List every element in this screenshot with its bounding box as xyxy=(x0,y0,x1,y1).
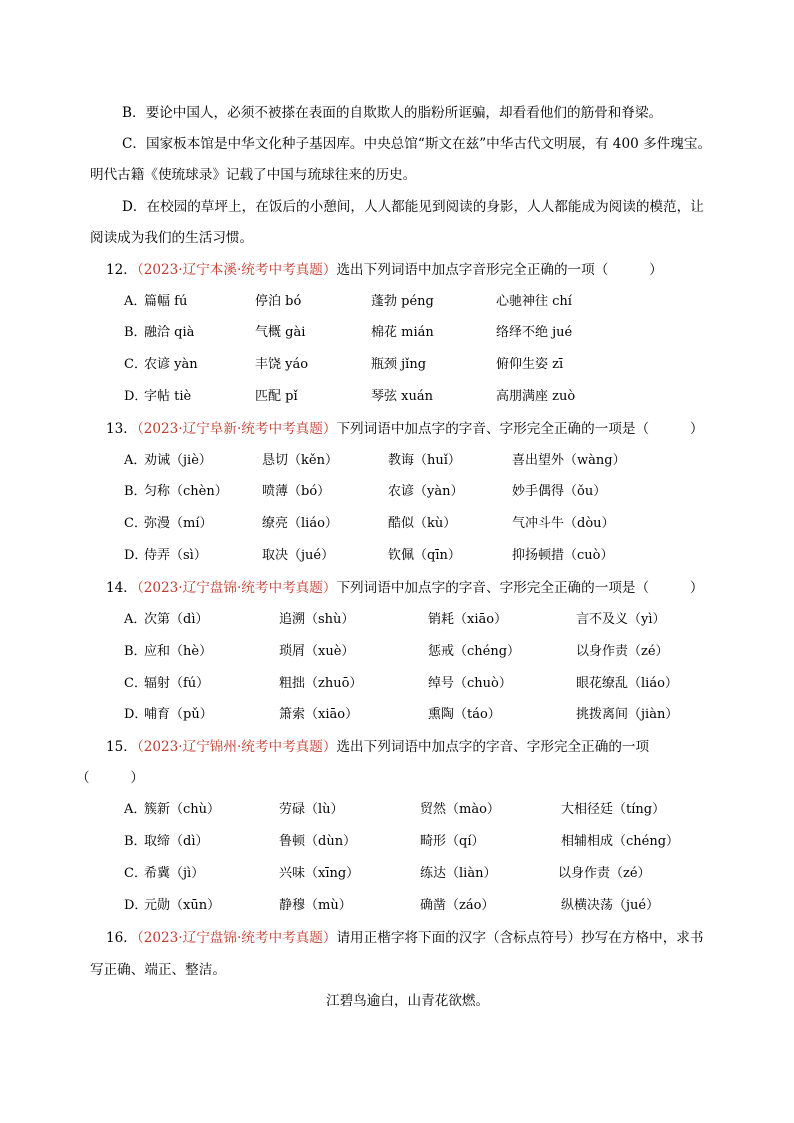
option-b-text: B．要论中国人，必须不被搽在表面的自欺欺人的脂粉所诓骗，却看看他们的筋骨和脊梁。 xyxy=(122,105,663,121)
option-item: 惩戒（chéng） xyxy=(428,644,521,659)
option-item: 酷似（kù） xyxy=(388,516,457,531)
option-label: A． xyxy=(124,612,147,627)
question-text: 下列词语中加点字的字音、字形完全正确的一项是（ ） xyxy=(336,580,704,596)
option-label: B． xyxy=(124,325,147,340)
option-item: 瓶颈 jǐng xyxy=(371,357,427,372)
question-15 xyxy=(106,737,649,757)
option-item: 取决（jué） xyxy=(262,548,335,563)
option-item: 熏陶（táo） xyxy=(428,707,501,722)
option-item: 棉花 mián xyxy=(371,325,434,340)
option-label: D． xyxy=(124,898,148,913)
option-item: 劝诫（jiè） xyxy=(144,453,212,468)
option-item: 追溯（shù） xyxy=(279,612,355,627)
option-item: 喜出望外（wàng） xyxy=(512,453,626,468)
option-item: 融洽 qià xyxy=(144,325,195,340)
option-item: 气冲斗牛（dòu） xyxy=(512,516,615,531)
option-item: 绰号（chuò） xyxy=(428,676,512,691)
option-item: 俯仰生姿 zī xyxy=(496,357,564,372)
question-14 xyxy=(106,578,704,598)
option-item: 哺育（pǔ） xyxy=(144,707,213,722)
option-item: 农谚 yàn xyxy=(144,357,198,372)
option-item: 缭亮（liáo） xyxy=(262,516,338,531)
option-item: 以身作责（zé） xyxy=(576,644,669,659)
option-item: 字帖 tiè xyxy=(144,389,192,404)
question-number: 13． xyxy=(106,421,137,437)
option-c-text: C．国家板本馆是中华文化种子基因库。中央总馆“斯文在兹”中华古代文明展，有 400 多件瑰宝。 xyxy=(122,136,712,152)
question-13 xyxy=(106,419,704,439)
option-label: D． xyxy=(124,707,148,722)
option-item: 辐射（fú） xyxy=(144,676,210,691)
option-item: 农谚（yàn） xyxy=(388,484,464,499)
option-item: 抑扬顿措（cuò） xyxy=(512,548,614,563)
option-label: D． xyxy=(124,389,148,404)
option-item: 以身作责（zé） xyxy=(558,866,651,881)
option-d-text-cont: 阅读成为我们的生活习惯。 xyxy=(90,230,254,246)
option-item: 贸然（mào） xyxy=(420,802,500,817)
option-label: B． xyxy=(124,644,147,659)
option-label: A． xyxy=(124,453,147,468)
option-item: 元勋（xūn） xyxy=(144,898,221,913)
option-item: 练达（liàn） xyxy=(420,866,497,881)
option-item: 应和（hè） xyxy=(144,644,213,659)
option-item: 畸形（qí） xyxy=(420,834,485,849)
option-item: 确凿（záo） xyxy=(420,898,495,913)
option-item: 弥漫（mí） xyxy=(144,516,213,531)
option-item: 琴弦 xuán xyxy=(371,389,433,404)
option-item: 气概 gài xyxy=(255,325,306,340)
option-label: A． xyxy=(124,802,147,817)
option-label: C． xyxy=(124,357,147,372)
option-label: C． xyxy=(124,516,147,531)
option-item: 匀称（chèn） xyxy=(144,484,228,499)
option-item: 大相径廷（tíng） xyxy=(561,802,666,817)
option-item: 销耗（xiāo） xyxy=(428,612,508,627)
answer-parentheses: （ ） xyxy=(76,770,144,786)
option-item: 兴味（xīng） xyxy=(279,866,360,881)
option-item: 丰饶 yáo xyxy=(255,357,309,372)
option-item: 匹配 pǐ xyxy=(255,389,298,404)
question-source: （2023·辽宁锦州·统考中考真题） xyxy=(136,739,337,755)
question-text: 选出下列词语中加点字的字音、字形完全正确的一项 xyxy=(336,739,650,755)
option-item: 簇新（chù） xyxy=(144,802,221,817)
option-item: 篇幅 fú xyxy=(144,294,188,309)
option-item: 言不及义（yì） xyxy=(576,612,666,627)
option-item: 妙手偶得（ǒu） xyxy=(512,484,607,499)
option-item: 次第（dì） xyxy=(144,612,209,627)
option-label: A． xyxy=(124,294,147,309)
option-item: 教诲（huǐ） xyxy=(388,453,461,468)
option-item: 鲁顿（dùn） xyxy=(279,834,357,849)
question-16 xyxy=(106,928,704,948)
option-item: 蓬勃 péng xyxy=(371,294,434,309)
poem-line: 江碧鸟逾白，山青花欲燃。 xyxy=(326,993,490,1009)
question-number: 14． xyxy=(106,580,137,596)
question-text: 请用正楷字将下面的汉字（含标点符号）抄写在方格中，求书 xyxy=(336,930,704,946)
option-item: 静穆（mù） xyxy=(279,898,352,913)
option-item: 眼花缭乱（liáo） xyxy=(576,676,678,691)
question-source: （2023·辽宁盘锦·统考中考真题） xyxy=(136,930,337,946)
question-number: 16． xyxy=(106,930,137,946)
option-label: C． xyxy=(124,866,147,881)
question-12 xyxy=(106,260,663,280)
question-source: （2023·辽宁阜新·统考中考真题） xyxy=(136,421,337,437)
option-item: 箫索（xiāo） xyxy=(279,707,359,722)
option-c-text-cont: 明代古籍《使琉球录》记载了中国与琉球往来的历史。 xyxy=(90,167,417,183)
question-16-text-cont: 写正确、端正、整洁。 xyxy=(90,962,226,978)
option-item: 恳切（kěn） xyxy=(262,453,338,468)
option-item: 高朋满座 zuò xyxy=(496,389,576,404)
option-item: 络绎不绝 jué xyxy=(496,325,573,340)
option-item: 心驰神往 chí xyxy=(496,294,572,309)
option-item: 停泊 bó xyxy=(255,294,302,309)
option-item: 粗拙（zhuō） xyxy=(279,676,363,691)
option-item: 相辅相成（chéng） xyxy=(561,834,680,849)
option-item: 侍弄（sì） xyxy=(144,548,207,563)
option-item: 希冀（jì） xyxy=(144,866,205,881)
question-source: （2023·辽宁本溪·统考中考真题） xyxy=(136,262,337,278)
option-label: C． xyxy=(124,676,147,691)
option-d-text: D．在校园的草坪上，在饭后的小憩间，人人都能见到阅读的身影，人人都能成为阅读的模范，让 xyxy=(122,199,704,215)
option-item: 挑拨离间（jiàn） xyxy=(576,707,679,722)
question-number: 15． xyxy=(106,739,137,755)
option-item: 取缔（dì） xyxy=(144,834,209,849)
option-item: 喷薄（bó） xyxy=(262,484,331,499)
option-label: B． xyxy=(124,484,147,499)
option-label: D． xyxy=(124,548,148,563)
option-item: 纵横决荡（jué） xyxy=(561,898,660,913)
option-item: 琐屑（xuè） xyxy=(279,644,355,659)
question-source: （2023·辽宁盘锦·统考中考真题） xyxy=(136,580,337,596)
question-text: 下列词语中加点字的字音、字形完全正确的一项是（ ） xyxy=(336,421,704,437)
option-item: 钦佩（qīn） xyxy=(388,548,461,563)
question-number: 12． xyxy=(106,262,137,278)
option-item: 劳碌（lù） xyxy=(279,802,344,817)
option-label: B． xyxy=(124,834,147,849)
question-text: 选出下列词语中加点字音形完全正确的一项（ ） xyxy=(336,262,663,278)
